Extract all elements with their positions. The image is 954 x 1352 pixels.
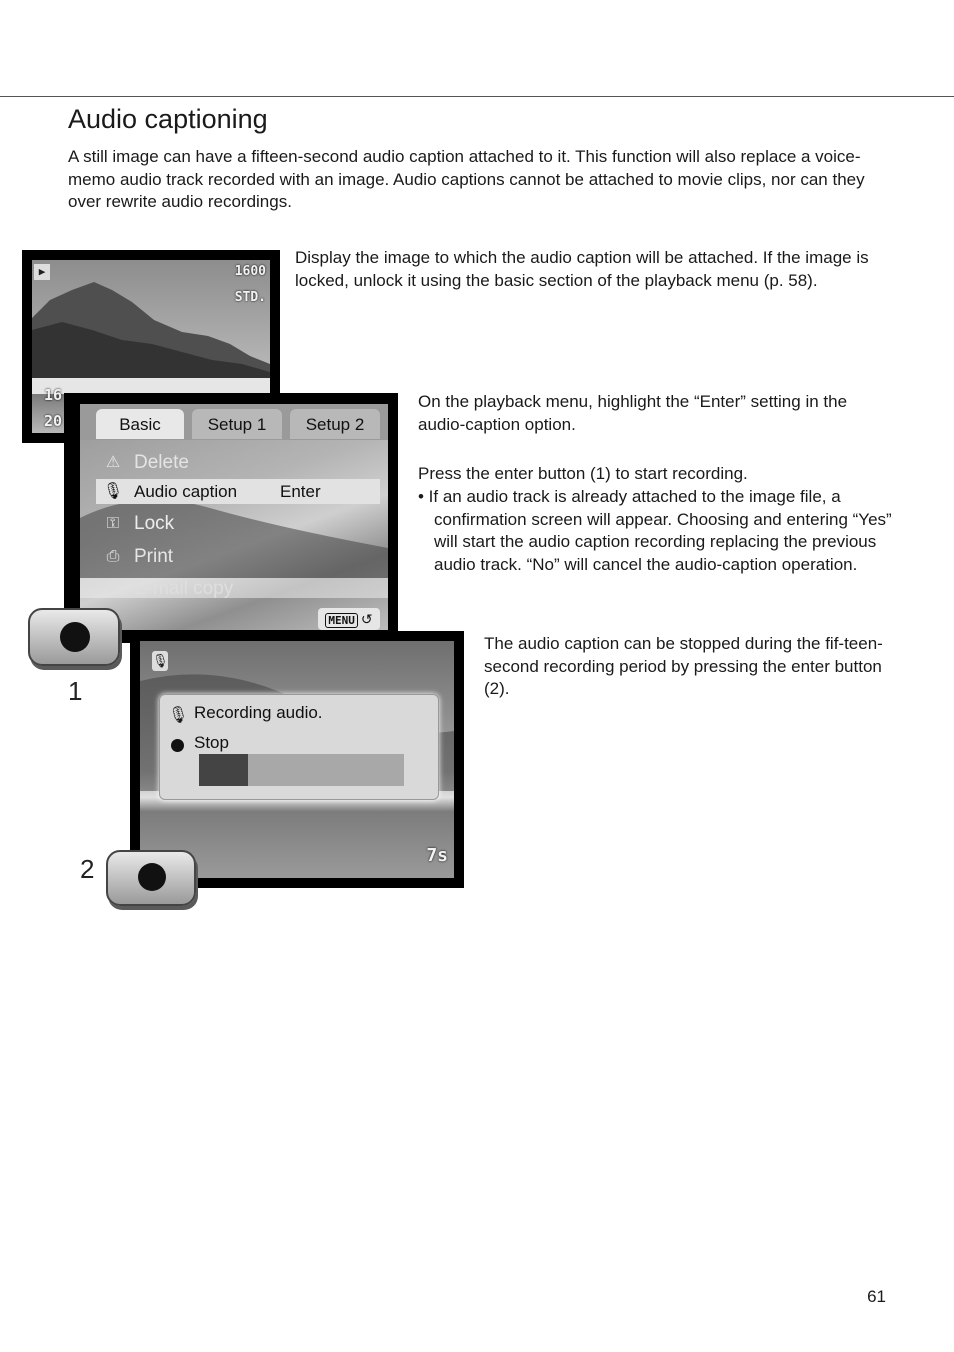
menu-item-lock-label: Lock	[134, 513, 175, 534]
date-partial: 20	[44, 412, 63, 430]
time-remaining: 7s	[426, 845, 448, 866]
frame-number-partial: 16	[44, 386, 63, 404]
playback-icon: ▶	[34, 264, 50, 280]
microphone-icon: 🎙	[168, 707, 189, 724]
enter-button-dot-icon	[60, 622, 90, 652]
tab-basic-label: Basic	[119, 415, 161, 434]
step4-text: The audio caption can be stopped during the fif-teen-second recording period by pressing the enter button (2).	[484, 634, 883, 698]
menu-item-audio-caption-value: Enter	[280, 482, 321, 501]
envelope-icon: ✉	[106, 580, 120, 597]
tab-setup-2-label: Setup 2	[305, 415, 365, 434]
print-icon: ⎙	[106, 548, 120, 565]
key-icon: ⚿	[106, 515, 120, 532]
recording-mic-indicator: 🎙	[152, 651, 168, 671]
intro-paragraph: A still image can have a fifteen-second audio caption attached to it. This function will also replace a voice-memo audio track recorded with an image. Audio captions cannot be attached to movie clips, nor can they over rewrite audio recordings.	[68, 147, 865, 211]
step1-text: Display the image to which the audio caption will be attached. If the image is locked, unlock it using the basic section of the playback menu (p. 58).	[295, 248, 869, 290]
page-title: Audio captioning	[68, 104, 268, 134]
enter-button-dot-icon	[138, 863, 166, 891]
recording-dialog	[159, 694, 439, 800]
back-arrow-icon: ↺	[360, 611, 373, 627]
menu-badge: MENU	[325, 613, 358, 628]
page-number: 61	[867, 1287, 886, 1306]
enter-button-2[interactable]	[106, 850, 196, 906]
tab-setup-1-label: Setup 1	[207, 415, 267, 434]
warning-icon: ⚠	[105, 454, 121, 471]
image-size-indicator: 1600	[234, 264, 266, 279]
step3-bullet: • If an audio track is already attached to the image file, a confirmation screen will appear. Choosing and entering “Yes” will start the audio caption recording replacing the previous audio track. “No” will cancel the audio-caption operation.	[418, 487, 892, 574]
recording-status: Recording audio.	[194, 703, 323, 722]
menu-item-email-copy[interactable]	[96, 576, 380, 601]
tab-setup-1[interactable]	[192, 409, 282, 439]
recording-progress-fill	[199, 754, 248, 786]
menu-item-audio-caption[interactable]	[96, 479, 380, 504]
menu-back-button[interactable]	[318, 608, 380, 630]
menu-item-lock[interactable]	[96, 511, 380, 536]
recording-progress-track	[199, 754, 404, 786]
header-rule	[0, 96, 954, 97]
menu-item-print[interactable]	[96, 544, 380, 569]
button-label-2: 2	[80, 854, 95, 884]
tab-basic[interactable]	[96, 409, 184, 439]
stop-dot-icon	[171, 739, 184, 752]
menu-item-email-copy-label: E-mail copy	[134, 578, 234, 599]
microphone-icon: 🎙	[102, 483, 124, 500]
menu-item-delete-label: Delete	[134, 452, 189, 473]
tab-setup-2[interactable]	[290, 409, 380, 439]
menu-item-audio-caption-label: Audio caption	[134, 482, 238, 501]
enter-button-1[interactable]	[28, 608, 120, 666]
menu-item-print-label: Print	[134, 546, 174, 567]
step2-text: On the playback menu, highlight the “Enter” setting in the audio-caption option.	[418, 392, 848, 434]
step3-text: Press the enter button (1) to start recording.	[418, 464, 748, 483]
button-label-1: 1	[68, 676, 83, 706]
quality-indicator: STD.	[234, 290, 266, 305]
stop-label: Stop	[194, 733, 229, 752]
menu-item-delete[interactable]	[96, 450, 380, 475]
